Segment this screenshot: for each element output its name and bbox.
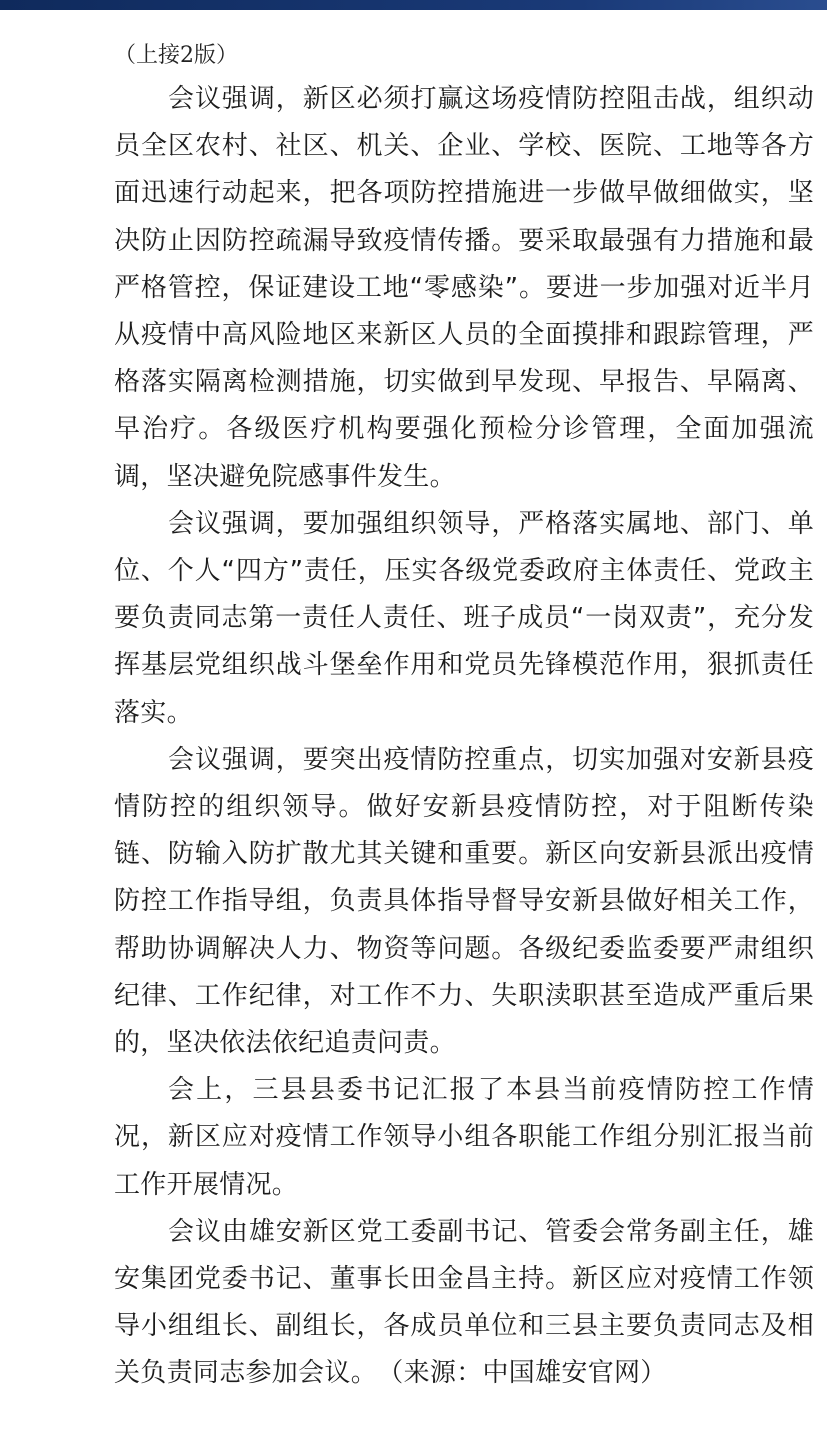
- article-body: [114, 36, 814, 1398]
- paragraph: 会议由雄安新区党工委副书记、管委会常务副主任，雄安集团党委书记、董事长田金昌主持。新区应对疫情工作领导小组组长、副组长，各成员单位和三县主要负责同志及相关负责同志参加会议。 （来源：中国雄安官网）: [114, 1216, 814, 1389]
- paragraph: 会上，三县县委书记汇报了本县当前疫情防控工作情况，新区应对疫情工作领导小组各职能工作组分别汇报当前工作开展情况。: [114, 1075, 814, 1200]
- paragraph: 会议强调，要加强组织领导，严格落实属地、部门、单位、个人“四方”责任，压实各级党委政府主体责任、党政主要负责同志第一责任人责任、班子成员“一岗双责”，充分发挥基层党组织战斗堡垒作用和党员先锋模范作用，狠抓责任落实。: [114, 508, 814, 728]
- continuation-note: （上接2版）: [114, 43, 238, 68]
- header-banner-strip: [0, 0, 827, 10]
- paragraph: 会议强调，新区必须打赢这场疫情防控阻击战，组织动员全区农村、社区、机关、企业、学校、医院、工地等各方面迅速行动起来，把各项防控措施进一步做早做细做实，坚决防止因防控疏漏导致疫情传播。要采取最强有力措施和最严格管控，保证建设工地“零感染”。要进一步加强对近半月从疫情中高风险地区来新区人员的全面摸排和跟踪管理，严格落实隔离检测措施，切实做到早发现、早报告、早隔离、早治疗。各级医疗机构要强化预检分诊管理，全面加强流调，坚决避免院感事件发生。: [114, 84, 814, 492]
- paragraph: 会议强调，要突出疫情防控重点，切实加强对安新县疫情防控的组织领导。做好安新县疫情防控，对于阻断传染链、防输入防扩散尤其关键和重要。新区向安新县派出疫情防控工作指导组，负责具体指导督导安新县做好相关工作，帮助协调解决人力、物资等问题。各级纪委监委要严肃组织纪律、工作纪律，对工作不力、失职渎职甚至造成严重后果的，坚决依法依纪追责问责。: [114, 744, 814, 1059]
